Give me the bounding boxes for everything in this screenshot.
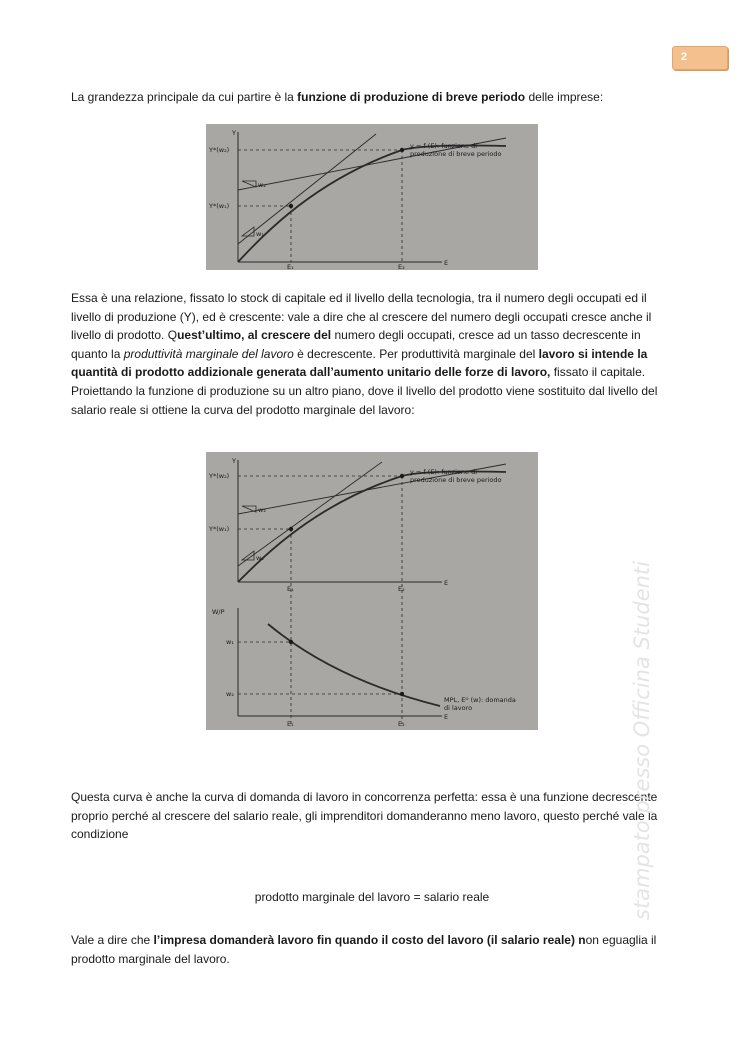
slope-label-2: w₂ (258, 506, 266, 514)
page-number: 2 (681, 51, 688, 63)
x-tick-2: E₂ (398, 263, 405, 270)
lower-x-axis-label: E (444, 713, 449, 721)
paragraph-intro: La grandezza principale da cui partire è la funzione di produzione di breve periodo delle imprese: (71, 90, 604, 104)
mpl-label-line-2: di lavoro (444, 704, 473, 712)
labor-demand-figure (206, 452, 538, 730)
curve-label-line-2: produzione di breve periodo (410, 150, 502, 158)
watermark-text: stampato presso Officina Studenti (630, 561, 654, 920)
lower-y-axis-label: W/P (212, 608, 225, 616)
mpl-point-2 (400, 692, 404, 696)
slope-triangle-2 (242, 506, 256, 512)
x-tick-2: E₂ (398, 585, 405, 593)
slope-triangle-1 (242, 227, 254, 236)
curve-label-line-2: produzione di breve periodo (410, 476, 502, 484)
page-number-badge (672, 46, 728, 70)
y-tick-low: Y*(w₁) (209, 202, 230, 210)
lower-x-tick-1: E₁ (287, 720, 294, 728)
curve-label-line-1: y = f (E): funzione di (410, 468, 478, 476)
slope-label-1: w₁ (256, 554, 264, 562)
production-curve (238, 472, 506, 583)
x-tick-1: E₁ (287, 263, 294, 270)
paragraph-labor-demand: Questa curva è anche la curva di domanda di lavoro in concorrenza perfetta: essa è una funzione decrescente proprio perché al crescere del salario reale, gli imprenditori domanderanno meno lavoro, questo perché vale la condizione (71, 790, 658, 842)
y-axis-label: Y (232, 129, 236, 137)
x-tick-1: E₁ (287, 585, 294, 593)
point-e2 (400, 474, 404, 478)
formula-condition: prodotto marginale del lavoro = salario reale (254, 890, 490, 904)
y-tick-high: Y*(w₂) (209, 146, 230, 154)
y-tick-low: Y*(w₁) (209, 525, 230, 533)
lower-y-tick-1: w₁ (226, 638, 234, 646)
slope-label-1: w₁ (256, 230, 264, 238)
point-e2 (400, 148, 404, 152)
lower-y-tick-2: w₂ (226, 690, 234, 698)
mpl-label-line-1: MPL, Eᴰ (w): domanda (444, 696, 516, 704)
labor-demand-graph (206, 452, 538, 730)
production-function-figure (206, 124, 538, 270)
tangent-line-1 (238, 462, 382, 566)
y-tick-high: Y*(w₂) (209, 472, 230, 480)
paragraph-explanation: Essa è una relazione, fissato lo stock di capitale ed il livello della tecnologia, tra il numero degli occupati ed il livello di produzione (Y), ed è crescente: vale a dire che al crescere del numero degli occupati cresce anche il livello di prodotto. Quest’ultimo, al crescere del numero degli occupati, cresce ad un tasso decrescente in quanto la produttività marginale del lavoro è decrescente. Per produttività marginale del lavoro si intende la quantità di prodotto addizionale generata dall’aumento unitario delle forze di lavoro, fissato il capitale. Proiettando la funzione di produzione su un altro piano, dove il livello del prodotto viene sostituito dal livello del salario reale si ottiene la curva del prodotto marginale del lavoro: (71, 291, 658, 417)
slope-label-2: w₂ (258, 181, 266, 189)
x-axis-label: E (444, 579, 449, 587)
slope-triangle-2 (242, 181, 256, 187)
production-function-graph (206, 124, 538, 270)
x-axis-label: E (444, 259, 449, 267)
tangent-line-1 (238, 134, 376, 244)
paragraph-conclusion: Vale a dire che l’impresa domanderà lavoro fin quando il costo del lavoro (il salario reale) non eguaglia il prodotto marginale del lavoro. (71, 933, 657, 966)
production-curve (238, 146, 506, 263)
point-e1 (289, 204, 293, 208)
point-e1 (289, 527, 293, 531)
curve-label-line-1: y = f (E): funzione di (410, 142, 478, 150)
mpl-point-1 (289, 640, 293, 644)
y-axis-label: Y (232, 457, 236, 465)
bold-term: funzione di produzione di breve periodo (297, 90, 526, 104)
lower-x-tick-2: E₂ (398, 720, 405, 728)
